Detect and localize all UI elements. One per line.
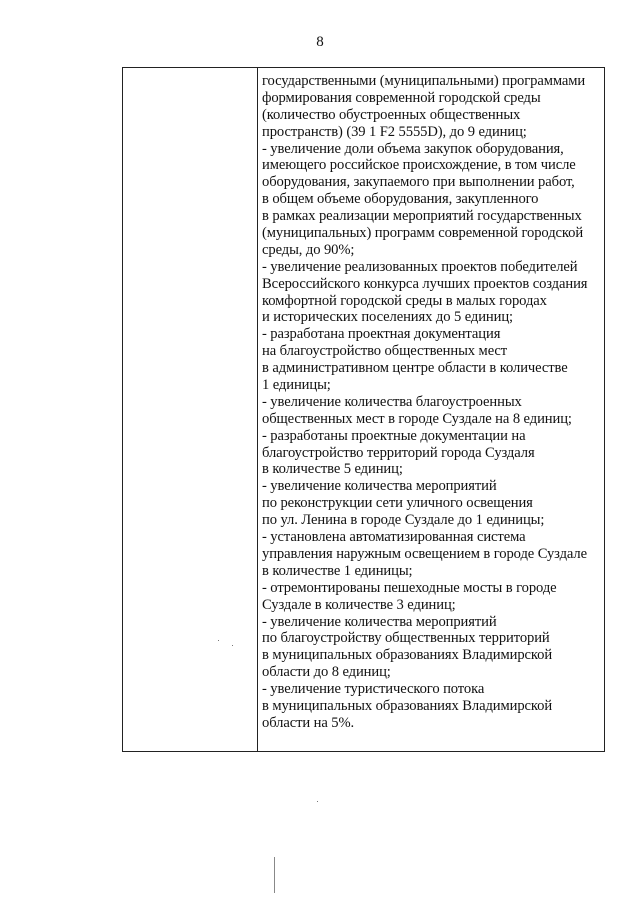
cell-text-line: Всероссийского конкурса лучших проектов создания [262, 275, 588, 292]
cell-text-line: - увеличение доли объема закупок оборудования, [262, 140, 564, 157]
cell-text-line: в административном центре области в количестве [262, 360, 568, 377]
cell-text-line: в муниципальных образованиях Владимирской [262, 697, 553, 714]
cell-text-line: области до 8 единиц; [262, 664, 391, 681]
cell-text-line: в количестве 5 единиц; [262, 461, 403, 478]
cell-text-line: по ул. Ленина в городе Суздале до 1 единицы; [262, 512, 545, 529]
cell-text-line: на благоустройство общественных мест [262, 343, 508, 360]
cell-text-line: - увеличение количества мероприятий [262, 613, 497, 630]
cell-text-line: в количестве 1 единицы; [262, 562, 413, 579]
cell-text-line: - увеличение количества благоустроенных [262, 393, 522, 410]
cell-text-line: оборудования, закупаемого при выполнении работ, [262, 174, 575, 191]
cell-text-line: - разработаны проектные документации на [262, 427, 526, 444]
cell-text-line: имеющего российское происхождение, в том числе [262, 157, 576, 174]
cell-text-line: и исторических поселениях до 5 единиц; [262, 309, 513, 326]
table-column-divider [257, 67, 258, 752]
cell-text-line: среды, до 90%; [262, 241, 355, 258]
cell-text-line: в общем объеме оборудования, закупленного [262, 191, 539, 208]
cell-text-line: государственными (муниципальными) программами [262, 73, 586, 89]
scan-speck [232, 645, 233, 646]
cell-text-line: Суздале в количестве 3 единиц; [262, 596, 456, 613]
cell-text-line: формирования современной городской среды [262, 89, 541, 106]
cell-text-line: в рамках реализации мероприятий государственных [262, 208, 582, 225]
scan-speck [317, 801, 318, 802]
cell-text-line: по благоустройству общественных территорий [262, 630, 550, 647]
page-number: 8 [316, 34, 324, 50]
table-right-cell [262, 73, 607, 732]
cell-text-line: (количество обустроенных общественных [262, 106, 521, 123]
cell-text-line: - увеличение туристического потока [262, 681, 485, 698]
cell-text-line: пространств) (39 1 F2 5555D), до 9 единиц; [262, 123, 527, 140]
cell-text-line: - увеличение реализованных проектов победителей [262, 258, 578, 275]
cell-text-line: комфортной городской среды в малых городах [262, 292, 547, 309]
cell-text-line: - увеличение количества мероприятий [262, 478, 497, 495]
scan-artifact-line [274, 857, 275, 893]
scan-speck [218, 640, 219, 641]
cell-text-line: общественных мест в городе Суздале на 8 единиц; [262, 410, 572, 427]
cell-text-line: - отремонтированы пешеходные мосты в городе [262, 579, 557, 596]
cell-text-line: управления наружным освещением в городе Суздале [262, 545, 587, 562]
cell-text-line: 1 единицы; [262, 377, 331, 394]
cell-text-line: - разработана проектная документация [262, 326, 501, 343]
cell-text-line: благоустройство территорий города Суздаля [262, 444, 535, 461]
cell-text-line: (муниципальных) программ современной городской [262, 225, 584, 242]
cell-text-line: - установлена автоматизированная система [262, 529, 526, 546]
cell-text-line: по реконструкции сети уличного освещения [262, 495, 533, 512]
cell-text-line: в муниципальных образованиях Владимирской [262, 647, 553, 664]
cell-text-line: области на 5%. [262, 714, 355, 731]
